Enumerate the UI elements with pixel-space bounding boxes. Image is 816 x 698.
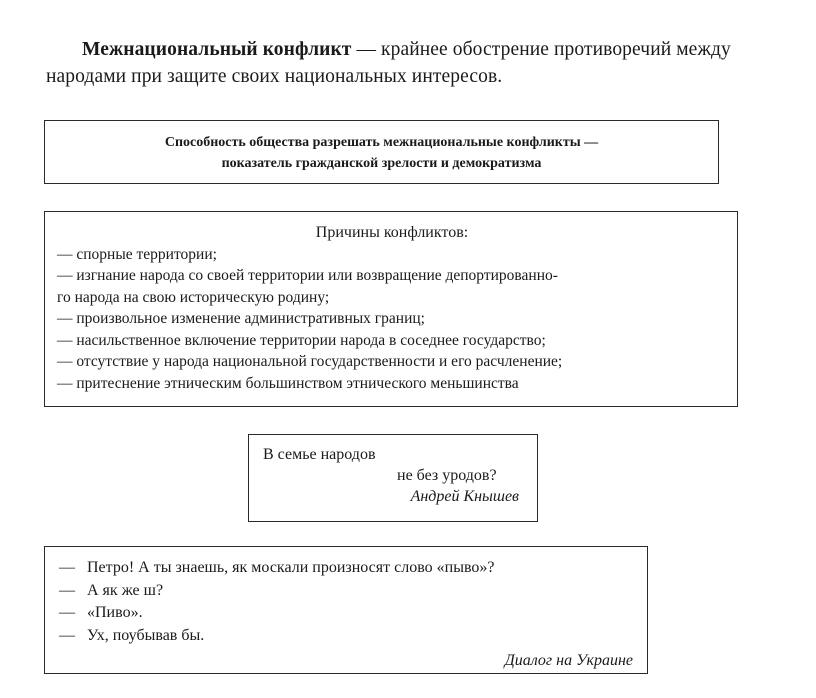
dialog-source: Диалог на Украине [504, 652, 633, 669]
definition-text: — крайнее обострение противоречий между народами при защите своих национальных интересов. [46, 39, 731, 87]
causes-list [57, 244, 727, 395]
quote-author: Андрей Кнышев [410, 488, 519, 505]
cause-item: — произвольное изменение административных границ; [57, 310, 425, 327]
dialog-box [44, 546, 648, 674]
dialog-list [59, 557, 635, 647]
causes-box [44, 211, 738, 407]
cause-item: — насильственное включение территории народа в соседнее государство; [57, 331, 546, 349]
quote-box [248, 434, 538, 522]
dialog-dash: — [59, 559, 75, 576]
definition-paragraph [46, 36, 746, 90]
dialog-dash: — [59, 626, 75, 644]
cause-item: — притеснение этническим большинством этнического меньшинства [57, 374, 519, 392]
dialog-line [59, 625, 635, 648]
cause-item: — изгнание народа со своей территории или возвращение депортированно- [57, 267, 558, 284]
dialog-text: Петро! А ты знаешь, як москали произносят слово «пыво»? [87, 559, 495, 576]
dialog-line [59, 602, 635, 625]
dialog-line [59, 580, 635, 603]
dialog-text: Ух, поубывав бы. [87, 626, 205, 644]
quote-line-1: В семье народов [263, 446, 376, 463]
dialog-text: «Пиво». [87, 604, 143, 621]
ability-line-1: Способность общества разрешать межнациональные конфликты — [164, 135, 599, 150]
cause-item: — отсутствие у народа национальной государственности и его расчленение; [57, 353, 563, 370]
cause-item: го народа на свою историческую родину; [57, 288, 330, 306]
quote-line-2: не без уродов? [397, 467, 497, 484]
causes-heading: Причины конфликтов: [315, 224, 469, 241]
ability-box [44, 120, 719, 184]
dialog-line [59, 557, 635, 580]
dialog-text: А як же ш? [87, 581, 164, 599]
dialog-dash: — [59, 604, 75, 621]
cause-item: — спорные территории; [57, 245, 217, 263]
dialog-dash: — [59, 581, 75, 599]
ability-line-2: показатель гражданской зрелости и демократизма [221, 156, 542, 171]
definition-term: Межнациональный конфликт [82, 39, 352, 60]
